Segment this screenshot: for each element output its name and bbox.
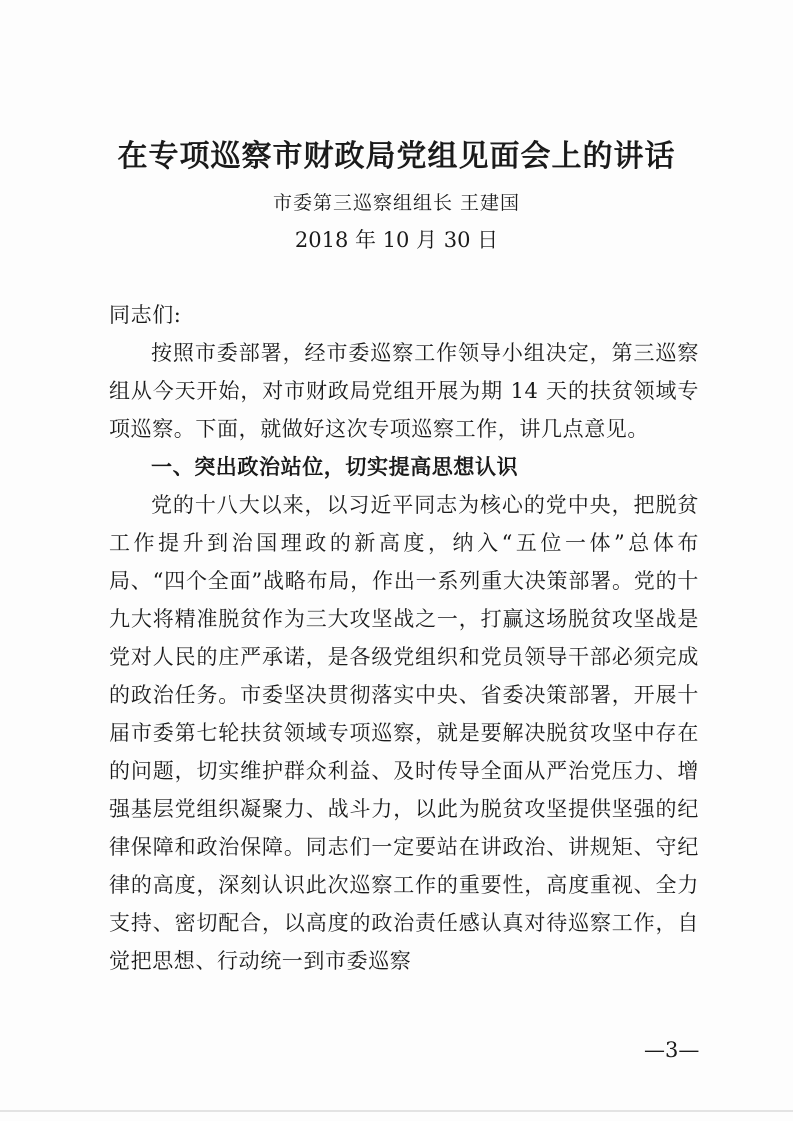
paragraph-intro: 按照市委部署，经市委巡察工作领导小组决定，第三巡察组从今天开始，对市财政局党组开展为期 14 天的扶贫领域专项巡察。下面，就做好这次专项巡察工作，讲几点意见。 [109, 341, 699, 441]
speech-body [109, 296, 699, 980]
speech-title: 在专项巡察市财政局党组见面会上的讲话 [117, 139, 676, 174]
section-heading-1: 一、突出政治站位，切实提高思想认识 [151, 455, 519, 479]
speech-author: 市委第三巡察组组长 王建国 [272, 192, 521, 214]
salutation: 同志们: [109, 303, 182, 327]
speech-date: 2018 年 10 月 30 日 [294, 228, 499, 252]
page-number: —3— [644, 1038, 700, 1062]
paragraph-section-1: 党的十八大以来，以习近平同志为核心的党中央，把脱贫工作提升到治国理政的新高度，纳入“五位一体”总体布局、“四个全面”战略布局，作出一系列重大决策部署。党的十九大将精准脱贫作为三大攻坚战之一，打赢这场脱贫攻坚战是党对人民的庄严承诺，是各级党组织和党员领导干部必须完成的政治任务。市委坚决贯彻落实中央、省委决策部署，开展十届市委第七轮扶贫领域专项巡察，就是要解决脱贫攻坚中存在的问题，切实维护群众利益、及时传导全面从严治党压力、增强基层党组织凝聚力、战斗力，以此为脱贫攻坚提供坚强的纪律保障和政治保障。同志们一定要站在讲政治、讲规矩、守纪律的高度，深刻认识此次巡察工作的重要性，高度重视、全力支持、密切配合，以高度的政治责任感认真对待巡察工作，自觉把思想、行动统一到市委巡察 [109, 493, 699, 973]
scan-edge-divider [0, 1110, 793, 1112]
